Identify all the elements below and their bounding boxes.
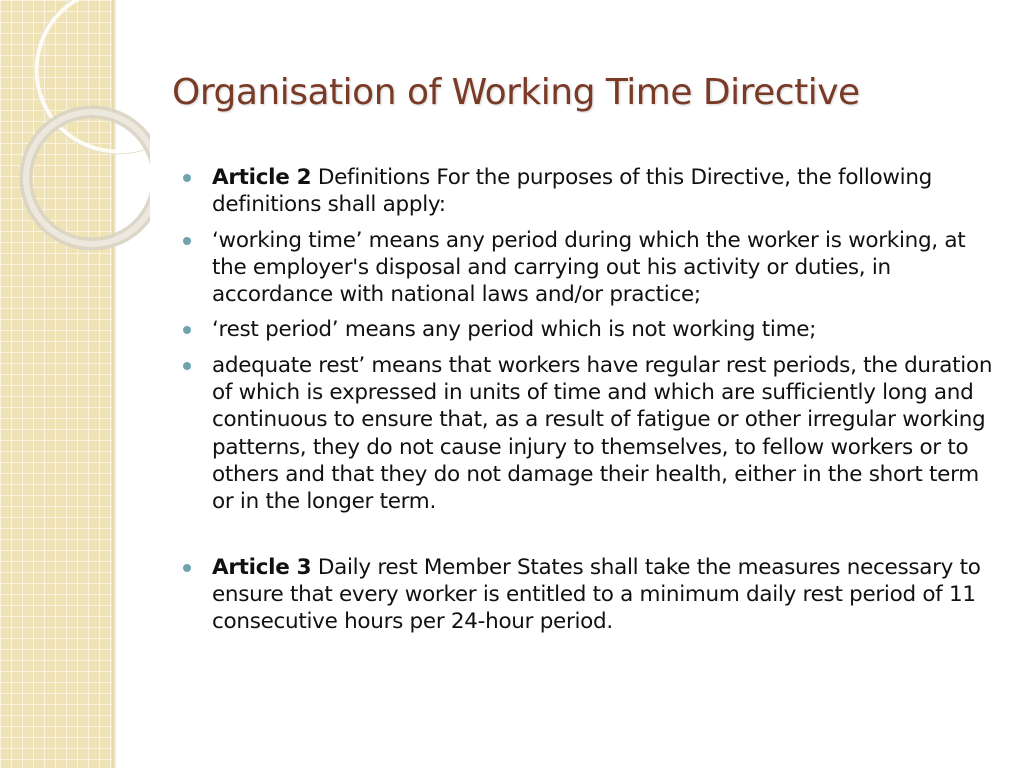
list-item-text: adequate rest’ means that workers have regular rest periods, the duration of which is expressed in units of time and which are sufficiently long and continuous to ensure that, as a result of fatigue or other irregular working patterns, they do not cause injury to themselves, to fellow workers or to others and that they do not damage their health, either in the short term or in the longer term. <box>212 352 993 515</box>
list-item-text: Definitions For the purposes of this Directive, the following definitions shall apply: <box>212 165 933 218</box>
list-item-text: Daily rest Member States shall take the measures necessary to ensure that every worker is entitled to a minimum daily rest period of 11 consecutive hours per 24-hour period. <box>212 554 981 635</box>
bullet-list <box>180 164 995 643</box>
article-heading: Article 3 <box>212 554 312 580</box>
list-item <box>180 554 995 636</box>
bullet-dot-icon <box>183 174 191 182</box>
decorative-rings-icon <box>0 0 150 260</box>
bullet-dot-icon <box>183 237 191 245</box>
bullet-dot-icon <box>183 564 191 572</box>
list-item <box>180 164 995 219</box>
bullet-dot-icon <box>183 362 191 370</box>
article-heading: Article 2 <box>212 165 312 190</box>
list-item-text: ‘working time’ means any period during which the worker is working, at the employer's disposal and carrying out his activity or duties, in accordance with national laws and/or practice; <box>212 227 966 308</box>
list-item <box>180 227 995 309</box>
list-item-text: ‘rest period’ means any period which is not working time; <box>212 317 817 343</box>
bullet-dot-icon <box>183 326 191 334</box>
list-item <box>180 316 995 343</box>
page-title: Organisation of Working Time Directive <box>172 72 860 113</box>
list-item <box>180 352 995 516</box>
